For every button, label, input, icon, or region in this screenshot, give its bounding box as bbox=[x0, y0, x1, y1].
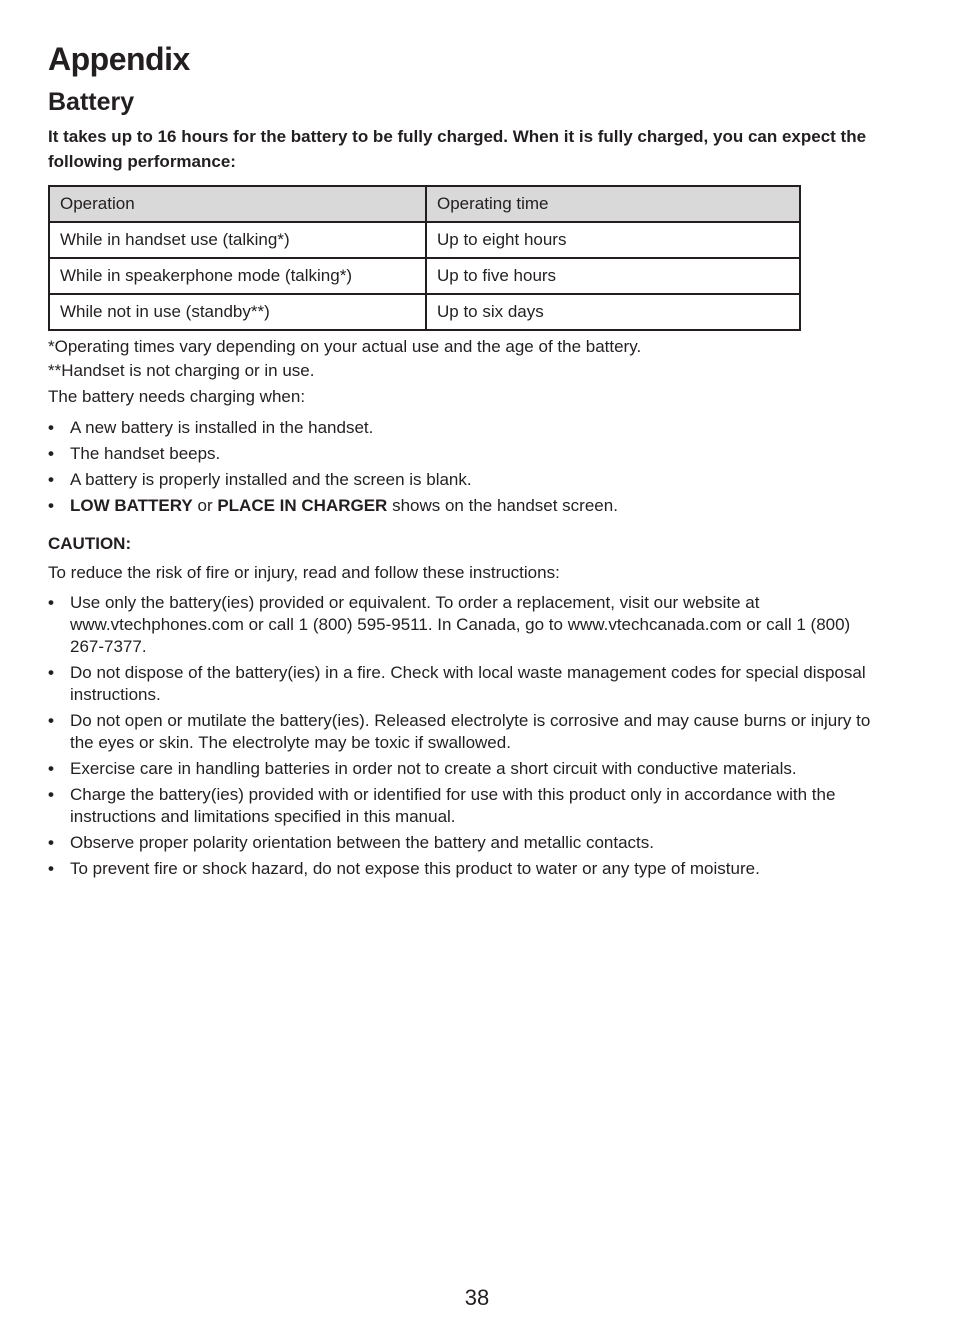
bullet-icon: • bbox=[48, 785, 54, 804]
table-cell: While in handset use (talking*) bbox=[49, 222, 426, 258]
list-item-text: Do not dispose of the battery(ies) in a fire. Check with local waste management codes for special disposal instructions. bbox=[70, 663, 866, 704]
bullet-icon: • bbox=[48, 496, 54, 515]
list-item-text: Do not open or mutilate the battery(ies). Released electrolyte is corrosive and may cause burns or injury to the eyes or skin. The electrolyte may be toxic if swallowed. bbox=[70, 711, 871, 752]
list-item bbox=[48, 758, 888, 780]
table-row bbox=[49, 294, 800, 330]
bullet-icon: • bbox=[48, 418, 54, 437]
needs-charging-text: The battery needs charging when: bbox=[48, 387, 306, 406]
list-item-text: The handset beeps. bbox=[70, 444, 221, 463]
low-battery-label: LOW BATTERY bbox=[70, 496, 193, 515]
table-cell: While in speakerphone mode (talking*) bbox=[49, 258, 426, 294]
list-item bbox=[48, 592, 888, 658]
table-row bbox=[49, 222, 800, 258]
footnote-standby: **Handset is not charging or in use. bbox=[48, 361, 315, 380]
footnotes bbox=[48, 335, 888, 409]
operating-time-table bbox=[48, 185, 801, 331]
bullet-icon: • bbox=[48, 711, 54, 730]
list-item-text: A battery is properly installed and the screen is blank. bbox=[70, 470, 472, 489]
place-in-charger-label: PLACE IN CHARGER bbox=[217, 496, 388, 515]
page-content bbox=[48, 38, 888, 884]
bullet-icon: • bbox=[48, 859, 54, 878]
table-cell: Up to five hours bbox=[426, 258, 800, 294]
or-text: or bbox=[192, 496, 218, 515]
list-item bbox=[48, 832, 888, 854]
list-item bbox=[48, 443, 888, 465]
table-header-cell: Operating time bbox=[426, 186, 800, 222]
page-number: 38 bbox=[464, 1285, 490, 1310]
list-item-text: shows on the handset screen. bbox=[387, 496, 618, 515]
list-item-text: Observe proper polarity orientation between the battery and metallic contacts. bbox=[70, 833, 654, 852]
list-item-text: Use only the battery(ies) provided or equivalent. To order a replacement, visit our website at www.vtechphones.com or call 1 (800) 595-9511. In Canada, go to www.vtechcanada.com or call 1 (800) 267-7377. bbox=[70, 593, 851, 656]
bullet-icon: • bbox=[48, 444, 54, 463]
list-item bbox=[48, 495, 888, 517]
list-item bbox=[48, 469, 888, 491]
section-heading: Battery bbox=[48, 88, 135, 116]
intro-paragraph: It takes up to 16 hours for the battery to be fully charged. When it is fully charged, you can expect the following performance: bbox=[48, 127, 867, 171]
table-header-cell: Operation bbox=[49, 186, 426, 222]
table-row bbox=[49, 258, 800, 294]
list-item bbox=[48, 662, 888, 706]
footnote-operating-times: *Operating times vary depending on your actual use and the age of the battery. bbox=[48, 337, 642, 356]
page-title: Appendix bbox=[48, 41, 190, 77]
bullet-icon: • bbox=[48, 759, 54, 778]
bullet-icon: • bbox=[48, 833, 54, 852]
list-item bbox=[48, 417, 888, 439]
table-header-row bbox=[49, 186, 800, 222]
list-item-text: Charge the battery(ies) provided with or identified for use with this product only in accordance with the instructions and limitations specified in this manual. bbox=[70, 785, 836, 826]
caution-list bbox=[48, 592, 888, 880]
bullet-icon: • bbox=[48, 663, 54, 682]
bullet-icon: • bbox=[48, 470, 54, 489]
bullet-icon: • bbox=[48, 593, 54, 612]
caution-heading: CAUTION: bbox=[48, 534, 132, 553]
list-item-text: Exercise care in handling batteries in order not to create a short circuit with conductive materials. bbox=[70, 759, 797, 778]
table-cell: Up to six days bbox=[426, 294, 800, 330]
list-item bbox=[48, 858, 888, 880]
table-cell: While not in use (standby**) bbox=[49, 294, 426, 330]
charging-conditions-list bbox=[48, 417, 888, 517]
list-item-text: A new battery is installed in the handset. bbox=[70, 418, 374, 437]
list-item bbox=[48, 710, 888, 754]
list-item-text: To prevent fire or shock hazard, do not expose this product to water or any type of moisture. bbox=[70, 859, 760, 878]
caution-intro: To reduce the risk of fire or injury, read and follow these instructions: bbox=[48, 563, 560, 582]
list-item bbox=[48, 784, 888, 828]
table-cell: Up to eight hours bbox=[426, 222, 800, 258]
